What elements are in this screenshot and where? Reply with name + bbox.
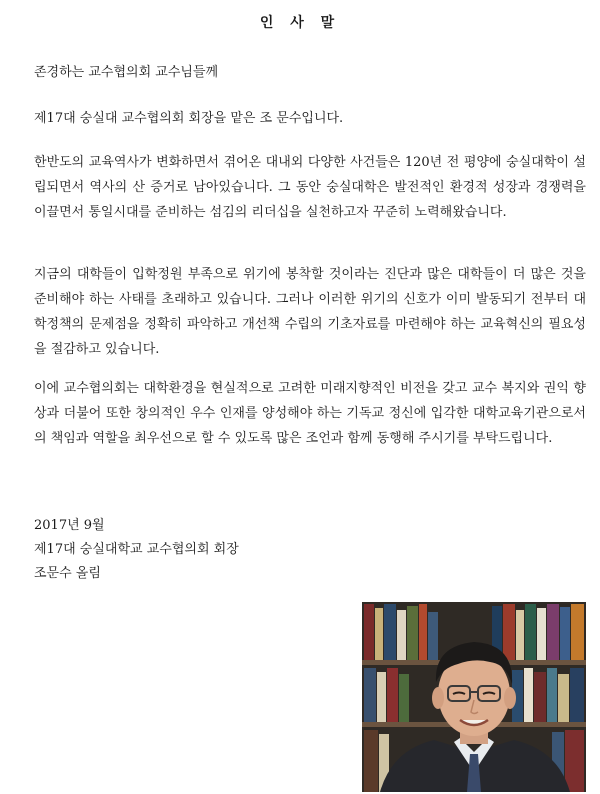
body-paragraph-1: 한반도의 교육역사가 변화하면서 겪어온 대내외 다양한 사건들은 120년 전 평양에 숭실대학이 설립되면서 역사의 산 증거로 남아있습니다. 그 동안 숭실대학은 발전적인 환경적 성장과 경쟁력을 이끌면서 통일시대를 준비하는 섬김의 리더십을 실천하고자 꾸준히 노력해왔습니다. <box>34 155 586 220</box>
signature-name: 조문수 올림 <box>34 566 101 581</box>
intro-line: 제17대 숭실대 교수협의회 회장을 맡은 조 문수입니다. <box>34 111 344 126</box>
portrait-illustration <box>362 602 586 792</box>
body-paragraph-3: 이에 교수협의회는 대학환경을 현실적으로 고려한 미래지향적인 비전을 갖고 교수 복지와 권익 향상과 더불어 또한 창의적인 우수 인재를 양성해야 하는 기독교 정신에 입각한 대학교육기관으로서의 책임과 역할을 최우선으로 할 수 있도록 많은 조언과 함께 동행해 주시기를 부탁드립니다. <box>34 381 586 446</box>
portrait-photo <box>362 602 586 792</box>
greeting-line: 존경하는 교수협의회 교수님들께 <box>34 65 219 80</box>
signature-position: 제17대 숭실대학교 교수협의회 회장 <box>34 542 239 557</box>
signature-date: 2017년 9월 <box>34 518 105 533</box>
body-paragraph-2: 지금의 대학들이 입학정원 부족으로 위기에 봉착할 것이라는 진단과 많은 대학들이 더 많은 것을 준비해야 하는 사태를 초래하고 있습니다. 그러나 이러한 위기의 신호가 이미 발동되기 전부터 대학정책의 문제점을 정확히 파악하고 개선책 수립의 기초자료를 마련해야 하는 교육혁신의 필요성을 절감하고 있습니다. <box>34 267 586 357</box>
page-title: 인 사 말 <box>259 15 341 31</box>
